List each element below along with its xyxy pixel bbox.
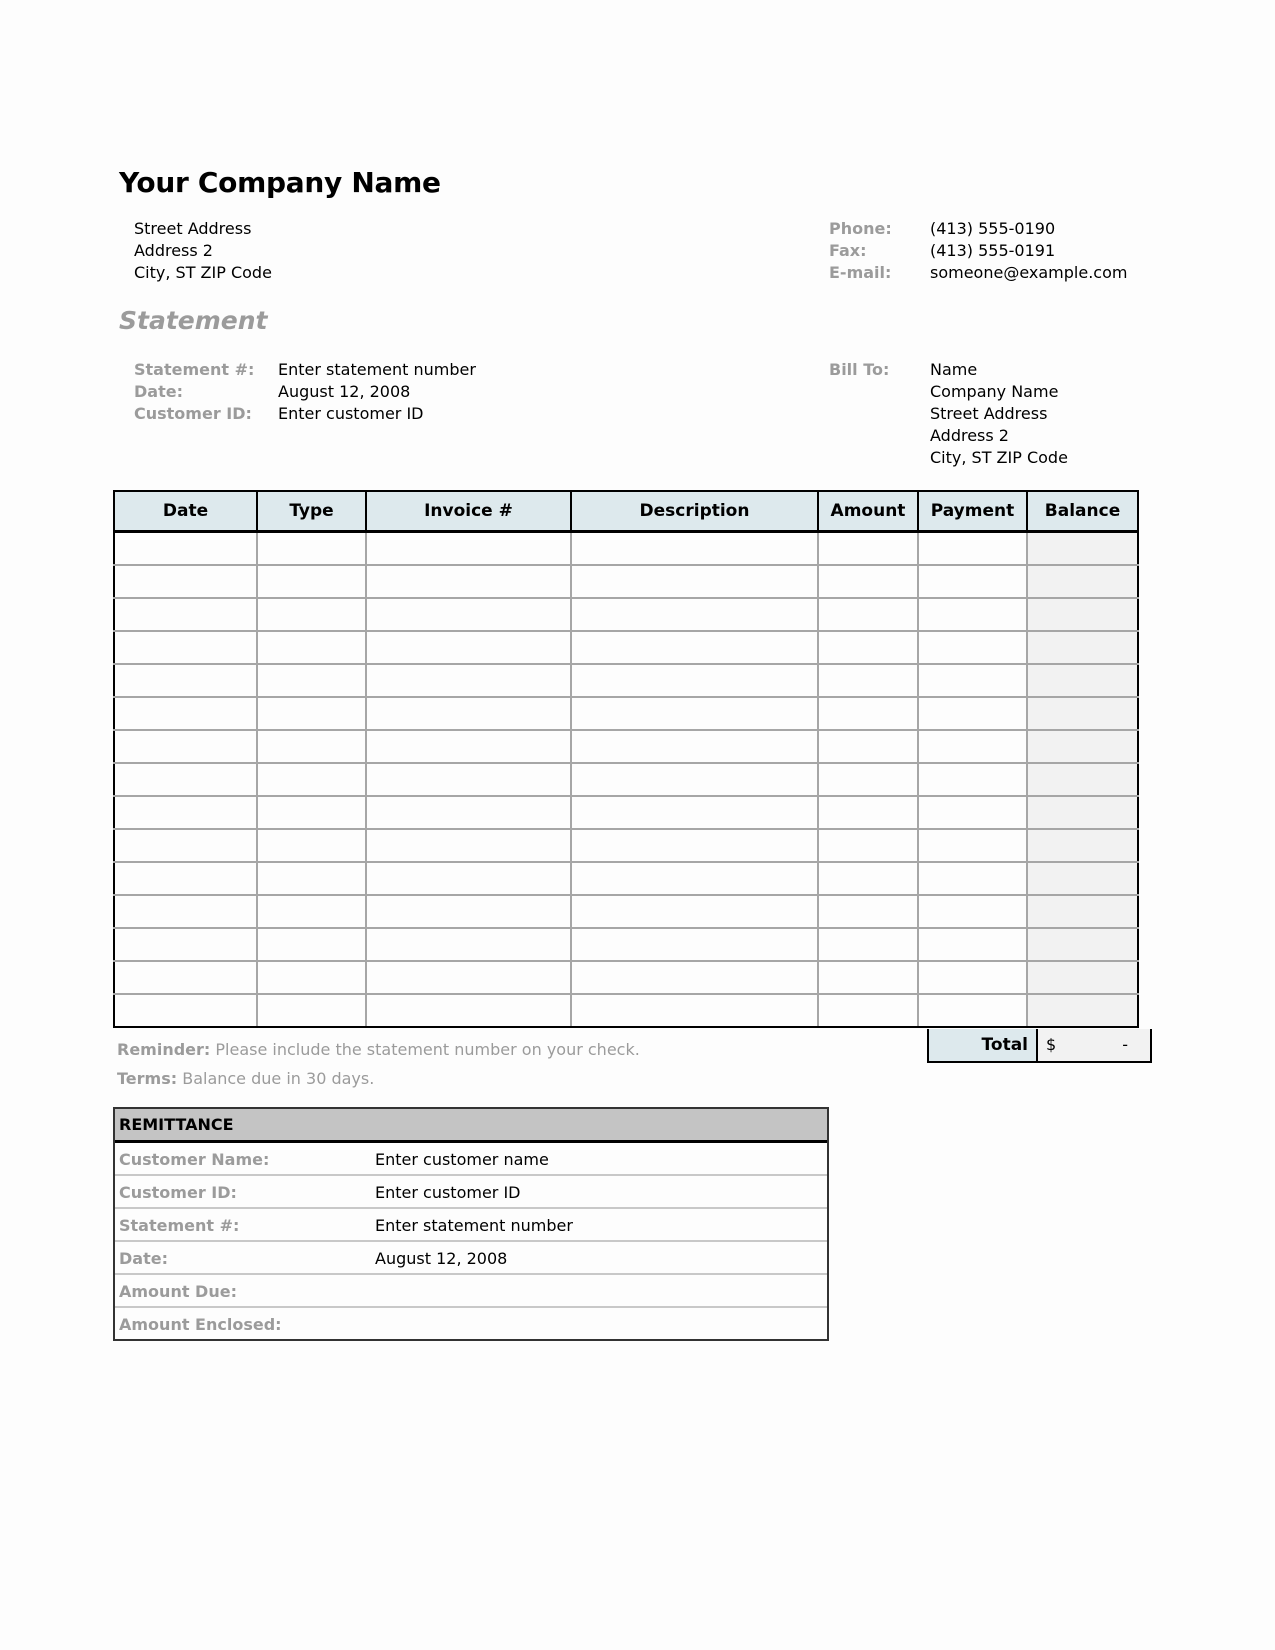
table-cell[interactable]	[1027, 730, 1138, 763]
date-label: Date:	[134, 382, 183, 401]
table-cell[interactable]	[918, 796, 1027, 829]
remit-row	[115, 1242, 827, 1275]
table-cell[interactable]	[114, 928, 257, 961]
terms-text: Balance due in 30 days.	[177, 1069, 375, 1088]
company-contact	[829, 218, 1127, 284]
table-cell[interactable]	[114, 994, 257, 1027]
table-cell[interactable]	[818, 631, 918, 664]
table-cell[interactable]	[818, 532, 918, 566]
remit-label: Customer ID:	[119, 1183, 237, 1202]
reminder-text: Please include the statement number on your check.	[210, 1040, 640, 1059]
table-cell[interactable]	[918, 532, 1027, 566]
table-header-row	[114, 491, 1138, 532]
table-cell[interactable]	[366, 697, 571, 730]
table-cell[interactable]	[918, 730, 1027, 763]
remit-value[interactable]: Enter statement number	[375, 1216, 573, 1235]
total-currency: $	[1046, 1035, 1057, 1054]
table-cell[interactable]	[818, 796, 918, 829]
table-cell[interactable]	[257, 565, 366, 598]
reminder-label: Reminder:	[117, 1040, 211, 1059]
table-cell[interactable]	[918, 994, 1027, 1027]
table-cell[interactable]	[257, 697, 366, 730]
table-cell[interactable]	[918, 565, 1027, 598]
table-cell[interactable]	[818, 565, 918, 598]
table-cell[interactable]	[366, 961, 571, 994]
remittance-section	[113, 1107, 829, 1341]
table-cell[interactable]	[114, 697, 257, 730]
fax-label: Fax:	[829, 241, 867, 260]
table-cell[interactable]	[571, 664, 818, 697]
table-row	[114, 730, 1138, 763]
table-cell[interactable]	[257, 961, 366, 994]
table-cell[interactable]	[114, 598, 257, 631]
address-line: Street Address	[134, 219, 252, 238]
remit-row	[115, 1143, 827, 1176]
date-value[interactable]: August 12, 2008	[278, 382, 411, 401]
table-cell[interactable]	[366, 895, 571, 928]
table-cell[interactable]	[818, 664, 918, 697]
table-cell[interactable]	[818, 763, 918, 796]
table-cell[interactable]	[818, 862, 918, 895]
table-cell[interactable]	[818, 994, 918, 1027]
remit-label: Amount Due:	[119, 1282, 237, 1301]
table-cell[interactable]	[1027, 532, 1138, 566]
table-cell[interactable]	[257, 631, 366, 664]
table-cell[interactable]	[114, 532, 257, 566]
remit-row	[115, 1176, 827, 1209]
table-cell[interactable]	[918, 664, 1027, 697]
table-cell[interactable]	[818, 895, 918, 928]
table-cell[interactable]	[366, 862, 571, 895]
table-cell[interactable]	[571, 994, 818, 1027]
table-cell[interactable]	[1027, 763, 1138, 796]
table-cell[interactable]	[257, 532, 366, 566]
phone-value: (413) 555-0190	[930, 219, 1056, 238]
table-cell[interactable]	[571, 565, 818, 598]
table-cell[interactable]	[114, 829, 257, 862]
table-row	[114, 697, 1138, 730]
table-cell[interactable]	[366, 565, 571, 598]
table-cell[interactable]	[918, 961, 1027, 994]
table-cell[interactable]	[257, 895, 366, 928]
table-row	[114, 796, 1138, 829]
table-cell[interactable]	[571, 862, 818, 895]
col-date: Date	[114, 491, 257, 532]
table-cell[interactable]	[366, 631, 571, 664]
table-cell[interactable]	[366, 796, 571, 829]
table-cell[interactable]	[818, 928, 918, 961]
table-cell[interactable]	[918, 895, 1027, 928]
terms-note	[117, 1069, 374, 1088]
table-cell[interactable]	[114, 961, 257, 994]
phone-label: Phone:	[829, 219, 892, 238]
table-cell[interactable]	[571, 763, 818, 796]
table-cell[interactable]	[571, 730, 818, 763]
table-cell[interactable]	[114, 565, 257, 598]
table-cell[interactable]	[571, 598, 818, 631]
table-row	[114, 961, 1138, 994]
table-body	[114, 532, 1138, 1028]
table-row	[114, 565, 1138, 598]
table-cell[interactable]	[571, 796, 818, 829]
table-cell[interactable]	[1027, 697, 1138, 730]
col-description: Description	[571, 491, 818, 532]
table-cell[interactable]	[1027, 829, 1138, 862]
table-row	[114, 532, 1138, 566]
col-balance: Balance	[1027, 491, 1138, 532]
table-cell[interactable]	[571, 631, 818, 664]
table-cell[interactable]	[571, 961, 818, 994]
table-cell[interactable]	[366, 763, 571, 796]
table-row	[114, 763, 1138, 796]
table-cell[interactable]	[918, 631, 1027, 664]
bill-to-line[interactable]: Address 2	[930, 426, 1009, 445]
reminder-note	[117, 1040, 640, 1059]
table-cell[interactable]	[818, 697, 918, 730]
table-cell[interactable]	[257, 862, 366, 895]
table-row	[114, 994, 1138, 1027]
table-row	[114, 895, 1138, 928]
table-cell[interactable]	[1027, 664, 1138, 697]
table-cell[interactable]	[366, 994, 571, 1027]
total-row	[927, 1029, 1152, 1063]
table-cell[interactable]	[918, 862, 1027, 895]
terms-label: Terms:	[117, 1069, 178, 1088]
remit-value[interactable]: August 12, 2008	[375, 1249, 508, 1268]
bill-to-lines	[930, 359, 1068, 469]
table-cell[interactable]	[366, 829, 571, 862]
table-cell[interactable]	[818, 829, 918, 862]
remit-value[interactable]: Enter customer ID	[375, 1183, 521, 1202]
transactions-table	[113, 490, 1139, 1028]
remit-label: Amount Enclosed:	[119, 1315, 282, 1334]
statement-title: Statement	[119, 306, 268, 335]
table-cell[interactable]	[114, 664, 257, 697]
remit-value[interactable]: Enter customer name	[375, 1150, 549, 1169]
table-row	[114, 664, 1138, 697]
table-cell[interactable]	[1027, 895, 1138, 928]
remit-row	[115, 1308, 827, 1339]
table-cell[interactable]	[366, 532, 571, 566]
bill-to-label: Bill To:	[829, 360, 890, 379]
table-cell[interactable]	[366, 928, 571, 961]
table-cell[interactable]	[366, 664, 571, 697]
table-row	[114, 862, 1138, 895]
table-row	[114, 631, 1138, 664]
customer-id-value[interactable]: Enter customer ID	[278, 404, 424, 423]
table-cell[interactable]	[257, 796, 366, 829]
table-cell[interactable]	[1027, 631, 1138, 664]
bill-to-line[interactable]: City, ST ZIP Code	[930, 448, 1068, 467]
total-amount: -	[1122, 1035, 1128, 1054]
col-payment: Payment	[918, 491, 1027, 532]
table-cell[interactable]	[1027, 598, 1138, 631]
remittance-title: REMITTANCE	[115, 1109, 827, 1143]
table-cell[interactable]	[1027, 961, 1138, 994]
table-cell[interactable]	[114, 895, 257, 928]
table-cell[interactable]	[1027, 796, 1138, 829]
bill-to-line[interactable]: Company Name	[930, 382, 1059, 401]
table-cell[interactable]	[571, 532, 818, 566]
table-cell[interactable]	[818, 961, 918, 994]
table-cell[interactable]	[818, 730, 918, 763]
table-cell[interactable]	[257, 730, 366, 763]
email-value: someone@example.com	[930, 263, 1128, 282]
table-cell[interactable]	[257, 598, 366, 631]
bill-to	[829, 359, 1068, 469]
remit-label: Customer Name:	[119, 1150, 270, 1169]
statement-number-value[interactable]: Enter statement number	[278, 360, 476, 379]
company-address	[134, 218, 272, 284]
table-row	[114, 928, 1138, 961]
fax-value: (413) 555-0191	[930, 241, 1056, 260]
remit-row	[115, 1209, 827, 1242]
table-cell[interactable]	[918, 763, 1027, 796]
table-cell[interactable]	[571, 895, 818, 928]
table-cell[interactable]	[257, 664, 366, 697]
table-cell[interactable]	[114, 763, 257, 796]
remit-row	[115, 1275, 827, 1308]
bill-to-line[interactable]: Name	[930, 360, 978, 379]
table-cell[interactable]	[257, 829, 366, 862]
table-cell[interactable]	[818, 598, 918, 631]
table-cell[interactable]	[918, 928, 1027, 961]
table-cell[interactable]	[114, 730, 257, 763]
table-cell[interactable]	[257, 928, 366, 961]
address-line: Address 2	[134, 241, 213, 260]
bill-to-line[interactable]: Street Address	[930, 404, 1048, 423]
statement-number-label: Statement #:	[134, 360, 255, 379]
statement-meta	[134, 359, 476, 425]
table-cell[interactable]	[1027, 994, 1138, 1027]
table-row	[114, 598, 1138, 631]
table-cell[interactable]	[1027, 565, 1138, 598]
table-cell[interactable]	[366, 598, 571, 631]
col-amount: Amount	[818, 491, 918, 532]
table-cell[interactable]	[571, 829, 818, 862]
address-line: City, ST ZIP Code	[134, 263, 272, 282]
table-cell[interactable]	[1027, 928, 1138, 961]
customer-id-label: Customer ID:	[134, 404, 252, 423]
table-cell[interactable]	[918, 697, 1027, 730]
table-cell[interactable]	[571, 697, 818, 730]
remit-label: Statement #:	[119, 1216, 240, 1235]
col-invoice: Invoice #	[366, 491, 571, 532]
company-name: Your Company Name	[119, 166, 441, 199]
table-cell[interactable]	[571, 928, 818, 961]
total-value	[1038, 1029, 1150, 1061]
table-cell[interactable]	[366, 730, 571, 763]
table-cell[interactable]	[918, 598, 1027, 631]
table-cell[interactable]	[918, 829, 1027, 862]
total-label: Total	[929, 1029, 1038, 1061]
table-cell[interactable]	[114, 796, 257, 829]
col-type: Type	[257, 491, 366, 532]
table-cell[interactable]	[1027, 862, 1138, 895]
table-cell[interactable]	[114, 862, 257, 895]
table-cell[interactable]	[257, 763, 366, 796]
email-label: E-mail:	[829, 263, 892, 282]
table-row	[114, 829, 1138, 862]
table-cell[interactable]	[257, 994, 366, 1027]
remit-label: Date:	[119, 1249, 168, 1268]
table-cell[interactable]	[114, 631, 257, 664]
